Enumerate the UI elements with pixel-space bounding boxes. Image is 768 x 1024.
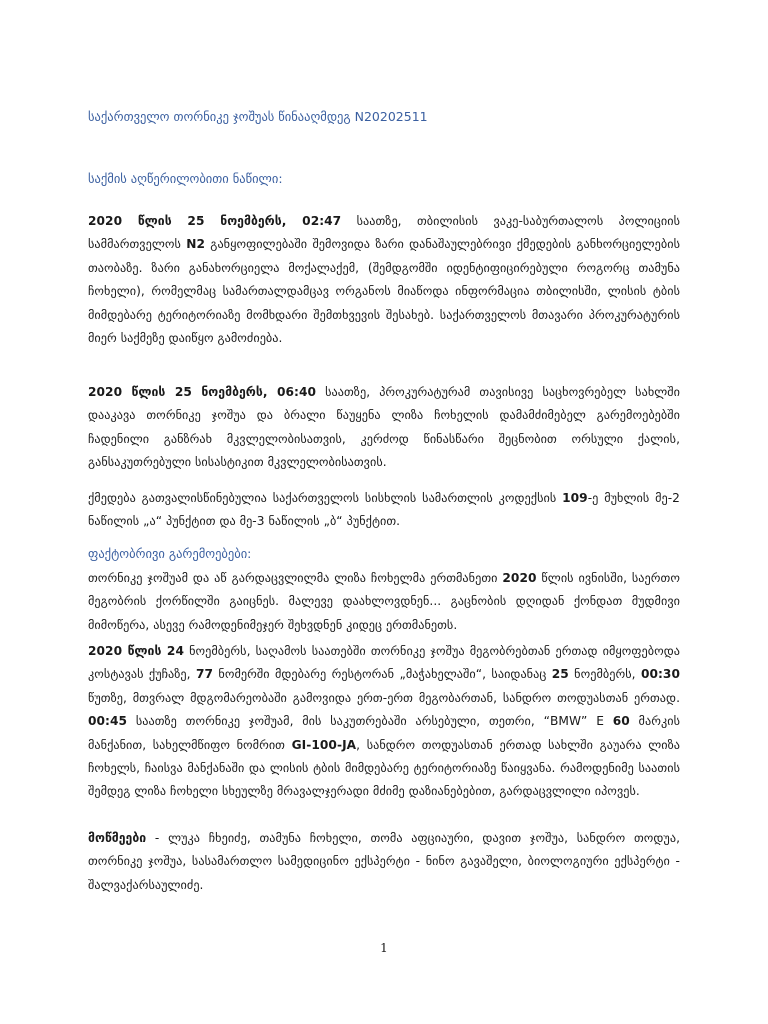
paragraph-arrest	[88, 381, 680, 475]
paragraph-text: ნომერში მდებარე რესტორან „მაჭახელაში“, საიდანაც	[213, 667, 552, 682]
paragraph-witnesses	[88, 827, 680, 897]
drive-time: 00:45	[88, 714, 128, 729]
paragraph-text: , სანდრო თოდუასთან ერთად სახლში გაუარა ლიზა ჩოხელს, ჩაისვა მანქანაში და ლისის ტბის მიმდებარე ტერიტორიაზე წაიყვანა. რამოდენიმე საათის შემდეგ ლიზა ჩოხელი სხეულზე მრავალჯერადი მძიმე დაზიანებებით, გარდაცვლილი იპოვეს.	[88, 737, 681, 799]
paragraph-text: ქმედება გათვალისწინებულია საქართველოს სისხლის სამართლის კოდექსის	[88, 491, 563, 505]
paragraph-text: საათზე, თბილისის ვაკე-საბურთალოს პოლიციის სამმართველოს	[88, 214, 680, 252]
article-number: 109	[562, 491, 588, 505]
paragraph-text: საათზე, პროკურატურამ თავისივე საცხოვრებელ სახლში დააკავა თორნიკე ჯოშუა და ბრალი წაუყენა ლიზა ჩოხელის დამამძიმებელ გარემოებებში ჩადენილი განზრახ მკვლელობისათვის, კერძოდ წინასწარი შეცნობით ორსული ქალის, განსაკუთრებული სისასტიკით მკვლელობისათვის.	[88, 385, 680, 470]
paragraph-events	[88, 640, 680, 804]
document-title: საქართველო თორნიკე ჯოშუას წინააღმდეგ N20202511	[88, 109, 428, 124]
event-date: 2020 წლის 24	[88, 644, 184, 658]
license-plate: GI-100-JA	[291, 737, 357, 752]
paragraph-text: მარკის მანქანით, სახელმწიფო ნომრით	[88, 714, 681, 752]
departure-time: 00:30	[640, 667, 680, 682]
paragraph-text: წლის ივნისში, საერთო მეგობრის ქორწილში გაიცნეს. მალევე დაახლოვდნენ... გაცნობის დღიდან ქონდათ მუდმივი მიმოწერა, ასევე რამოდენიმეჯერ შეხვდნენ კიდეც ერთმანეთს.	[88, 571, 680, 632]
paragraph-background	[88, 567, 680, 637]
car-model: 60	[612, 714, 630, 729]
paragraph-text: წუთზე, მთვრალ მდგომარეობაში გამოვიდა ერთ-ერთ მეგობართან, სანდრო თოდუასთან ერთად.	[88, 690, 680, 705]
paragraph-legal-basis	[88, 487, 680, 534]
paragraph-text: ნოემბერს, საღამოს საათებში თორნიკე ჯოშუა მეგობრებთან ერთად იმყოფებოდა კოსტავას ქუჩაზე,	[88, 644, 680, 682]
paragraph-text: განყოფილებაში შემოვიდა ზარი დანაშაულებრივი ქმედების განხორციელების თაობაზე. ზარი განახორციელა მოქალაქემ, (შემდგომში იდენტიფიცირებული როგორც თამუნა ჩოხელი), რომელმაც სამართალდამცავ ორგანოს მიაწოდა ინფორმაცია თბილისში, ლისის ტბის მიმდებარე ტერიტორიაზე მომხდარი შემთხვევის შესახებ. საქართველოს მთავარი პროკურატურის მიერ საქმეზე დაიწყო გამოძიება.	[88, 237, 680, 346]
meeting-year: 2020	[502, 571, 537, 585]
incident-date: 2020 წლის 25 ნოემბერს, 02:47	[88, 214, 342, 228]
paragraph-incident-report	[88, 210, 680, 350]
paragraph-text: საათზე თორნიკე ჯოშუამ, მის საკუთრებაში არსებული, თეთრი, “BMW” E	[127, 714, 613, 729]
section-heading-facts: ფაქტობრივი გარემოებები:	[88, 546, 252, 561]
event-day: 25	[551, 667, 569, 682]
section-heading-descriptive: საქმის აღწერილობითი ნაწილი:	[88, 171, 283, 186]
paragraph-text: თორნიკე ჯოშუამ და აწ გარდაცვლილმა ლიზა ჩოხელმა ერთმანეთი	[88, 571, 503, 585]
paragraph-text: -ე მუხლის მე-2 ნაწილის „ა“ პუნქტით და მე-3 ნაწილის „ბ“ პუნქტით.	[88, 491, 680, 529]
paragraph-text: ნოემბერს,	[568, 667, 641, 682]
address-number: 77	[195, 667, 214, 682]
witnesses-label: მოწმეები	[88, 831, 147, 845]
police-unit-number: N2	[186, 237, 205, 252]
paragraph-text: - ლუკა ჩხეიძე, თამუნა ჩოხელი, თომა აფციაური, დავით ჯოშუა, სანდრო თოდუა, თორნიკე ჯოშუა, სასამართლო სამედიცინო ექსპერტი - ნინო გავაშელი, ბიოლოგიური ექსპერტი - შალვაქარსაულიძე.	[88, 831, 680, 892]
arrest-date: 2020 წლის 25 ნოემბერს, 06:40	[88, 385, 317, 399]
page-number: 1	[380, 941, 388, 955]
